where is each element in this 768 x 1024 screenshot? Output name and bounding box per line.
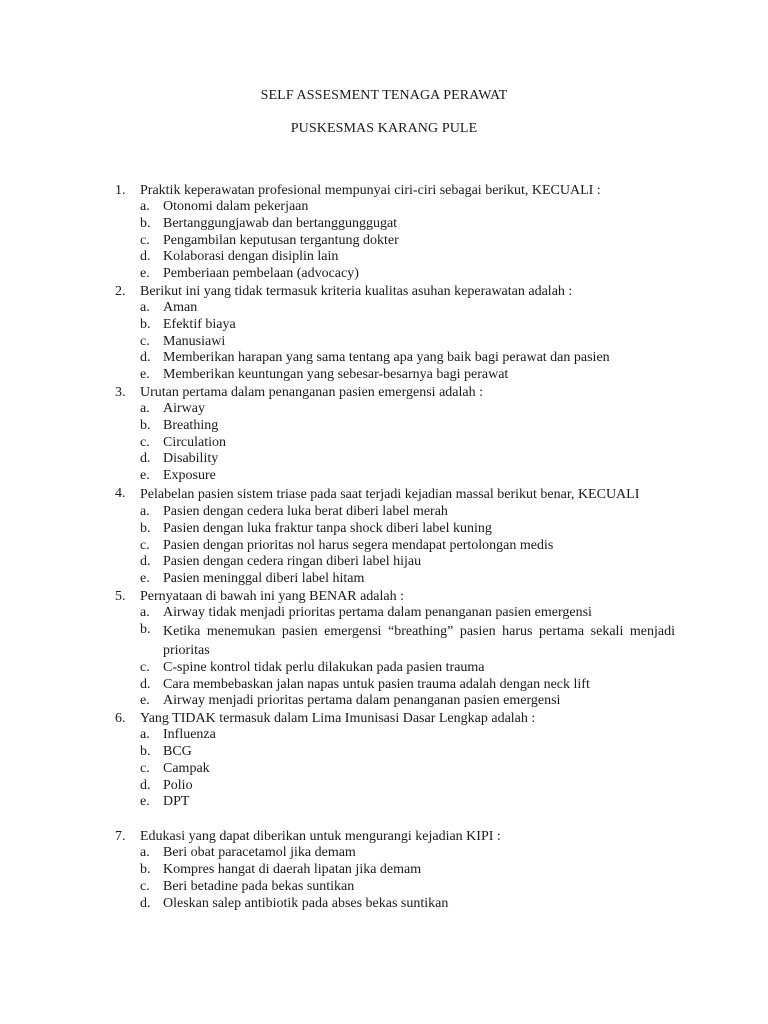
option-letter: b. bbox=[140, 316, 151, 332]
question-text: Pelabelan pasien sistem triase pada saat terjadi kejadian massal berikut benar, KECUALI bbox=[140, 486, 640, 502]
option-letter: b. bbox=[140, 520, 151, 536]
question-number: 4. bbox=[115, 485, 126, 501]
option-text: Manusiawi bbox=[163, 333, 226, 349]
option-text: Beri obat paracetamol jika demam bbox=[163, 845, 356, 861]
option-letter: a. bbox=[140, 727, 150, 743]
question-7 bbox=[115, 828, 675, 912]
option-text: Efektif biaya bbox=[163, 316, 236, 332]
answer-option bbox=[115, 521, 675, 538]
option-letter: e. bbox=[140, 367, 150, 383]
option-text: Ketika menemukan pasien emergensi “breathing” pasien harus pertama sekali menjadi prioritas bbox=[163, 623, 675, 658]
answer-option bbox=[115, 317, 675, 334]
answer-option bbox=[115, 845, 675, 862]
answer-option bbox=[115, 660, 675, 677]
answer-option bbox=[115, 435, 675, 452]
option-text: C-spine kontrol tidak perlu dilakukan pada pasien trauma bbox=[163, 659, 485, 675]
answer-option bbox=[115, 350, 675, 367]
answer-option bbox=[115, 199, 675, 216]
option-text: Pemberiaan pembelaan (advocacy) bbox=[163, 266, 359, 282]
option-text: Otonomi dalam pekerjaan bbox=[163, 199, 309, 214]
question-text: Edukasi yang dapat diberikan untuk mengurangi kejadian KIPI : bbox=[140, 829, 501, 845]
option-letter: b. bbox=[140, 743, 151, 759]
option-letter: d. bbox=[140, 895, 151, 911]
answer-option bbox=[115, 778, 675, 795]
option-text: Kompres hangat di daerah lipatan jika demam bbox=[163, 861, 422, 877]
option-letter: a. bbox=[140, 400, 150, 416]
document-title: SELF ASSESMENT TENAGA PERAWAT bbox=[260, 88, 508, 103]
answer-option bbox=[115, 693, 675, 710]
answer-option bbox=[115, 571, 675, 588]
question-4 bbox=[115, 485, 675, 588]
option-letter: d. bbox=[140, 249, 151, 265]
answer-option bbox=[115, 896, 675, 913]
option-text: Memberikan harapan yang sama tentang apa yang baik bagi perawat dan pasien bbox=[163, 350, 610, 366]
question-3 bbox=[115, 384, 675, 485]
question-text: Pernyataan di bawah ini yang BENAR adalah : bbox=[140, 588, 404, 604]
document-subtitle: PUSKESMAS KARANG PULE bbox=[290, 121, 478, 136]
option-text: Polio bbox=[163, 777, 193, 793]
option-letter: a. bbox=[140, 199, 150, 214]
option-text: Pengambilan keputusan tergantung dokter bbox=[163, 232, 399, 248]
option-text: Pasien meninggal diberi label hitam bbox=[163, 571, 365, 587]
question-text: Yang TIDAK termasuk dalam Lima Imunisasi Dasar Lengkap adalah : bbox=[140, 711, 536, 727]
option-text: Circulation bbox=[163, 434, 226, 450]
option-letter: e. bbox=[140, 571, 150, 587]
option-text: Pasien dengan prioritas nol harus segera mendapat pertolongan medis bbox=[163, 537, 554, 553]
answer-option bbox=[115, 794, 675, 811]
option-letter: a. bbox=[140, 299, 150, 315]
option-text: Beri betadine pada bekas suntikan bbox=[163, 878, 355, 894]
blank-line bbox=[115, 811, 675, 828]
option-text: Aman bbox=[163, 299, 198, 315]
option-text: Bertanggungjawab dan bertanggunggugat bbox=[163, 215, 398, 231]
option-letter: c. bbox=[140, 434, 150, 450]
answer-option bbox=[115, 744, 675, 761]
answer-option bbox=[115, 418, 675, 435]
answer-option bbox=[115, 367, 675, 384]
question-number: 1. bbox=[115, 183, 126, 198]
option-letter: b. bbox=[140, 621, 151, 637]
question-text: Praktik keperawatan profesional mempunyai ciri-ciri sebagai berikut, KECUALI : bbox=[140, 183, 601, 198]
answer-option bbox=[115, 761, 675, 778]
answer-option bbox=[115, 451, 675, 468]
option-letter: d. bbox=[140, 676, 151, 692]
question-number: 7. bbox=[115, 829, 126, 845]
answer-option bbox=[115, 216, 675, 233]
answer-option bbox=[115, 727, 675, 744]
option-letter: a. bbox=[140, 604, 150, 620]
option-letter: a. bbox=[140, 845, 150, 861]
answer-option bbox=[115, 879, 675, 896]
option-letter: d. bbox=[140, 777, 151, 793]
answer-option bbox=[115, 334, 675, 351]
option-text: Cara membebaskan jalan napas untuk pasien trauma adalah dengan neck lift bbox=[163, 676, 590, 692]
option-text: Exposure bbox=[163, 468, 216, 484]
option-text: Pasien dengan cedera luka berat diberi label merah bbox=[163, 503, 448, 519]
option-text: Disability bbox=[163, 451, 219, 467]
option-letter: c. bbox=[140, 878, 150, 894]
option-letter: b. bbox=[140, 417, 151, 433]
answer-option bbox=[115, 401, 675, 418]
option-text: Influenza bbox=[163, 727, 216, 743]
question-list bbox=[115, 182, 675, 912]
option-text: Breathing bbox=[163, 417, 219, 433]
answer-option bbox=[115, 554, 675, 571]
option-letter: c. bbox=[140, 659, 150, 675]
option-text: Campak bbox=[163, 760, 210, 776]
answer-option bbox=[115, 862, 675, 879]
option-text: Memberikan keuntungan yang sebesar-besarnya bagi perawat bbox=[163, 367, 509, 383]
option-text: Pasien dengan cedera ringan diberi label hijau bbox=[163, 554, 422, 570]
option-text: Airway bbox=[163, 400, 205, 416]
question-1 bbox=[115, 182, 675, 283]
option-text: Airway tidak menjadi prioritas pertama dalam penanganan pasien emergensi bbox=[163, 604, 592, 620]
question-number: 5. bbox=[115, 588, 126, 604]
option-letter: c. bbox=[140, 537, 150, 553]
answer-option bbox=[115, 538, 675, 555]
question-text: Berikut ini yang tidak termasuk kriteria kualitas asuhan keperawatan adalah : bbox=[140, 283, 573, 299]
question-number: 2. bbox=[115, 283, 126, 299]
answer-option bbox=[115, 622, 675, 660]
option-text: Kolaborasi dengan disiplin lain bbox=[163, 249, 339, 265]
option-text: DPT bbox=[163, 794, 190, 810]
option-letter: e. bbox=[140, 266, 150, 282]
question-6 bbox=[115, 710, 675, 811]
answer-option bbox=[115, 504, 675, 521]
option-letter: c. bbox=[140, 760, 150, 776]
answer-option bbox=[115, 300, 675, 317]
option-letter: d. bbox=[140, 350, 151, 366]
option-letter: a. bbox=[140, 503, 150, 519]
question-number: 6. bbox=[115, 711, 126, 727]
answer-option bbox=[115, 266, 675, 283]
answer-option bbox=[115, 468, 675, 485]
option-letter: e. bbox=[140, 794, 150, 810]
option-text: BCG bbox=[163, 743, 192, 759]
option-letter: b. bbox=[140, 861, 151, 877]
answer-option bbox=[115, 605, 675, 622]
answer-option bbox=[115, 677, 675, 694]
answer-option bbox=[115, 249, 675, 266]
option-letter: d. bbox=[140, 554, 151, 570]
option-text: Pasien dengan luka fraktur tanpa shock diberi label kuning bbox=[163, 520, 492, 536]
option-letter: e. bbox=[140, 693, 150, 709]
answer-option bbox=[115, 233, 675, 250]
option-letter: c. bbox=[140, 333, 150, 349]
question-5 bbox=[115, 588, 675, 710]
option-letter: d. bbox=[140, 451, 151, 467]
question-text: Urutan pertama dalam penanganan pasien emergensi adalah : bbox=[140, 384, 483, 400]
option-letter: e. bbox=[140, 468, 150, 484]
question-2 bbox=[115, 283, 675, 384]
option-letter: b. bbox=[140, 215, 151, 231]
option-text: Oleskan salep antibiotik pada abses bekas suntikan bbox=[163, 895, 449, 911]
question-number: 3. bbox=[115, 384, 126, 400]
option-text: Airway menjadi prioritas pertama dalam penanganan pasien emergensi bbox=[163, 693, 561, 709]
option-letter: c. bbox=[140, 232, 150, 248]
